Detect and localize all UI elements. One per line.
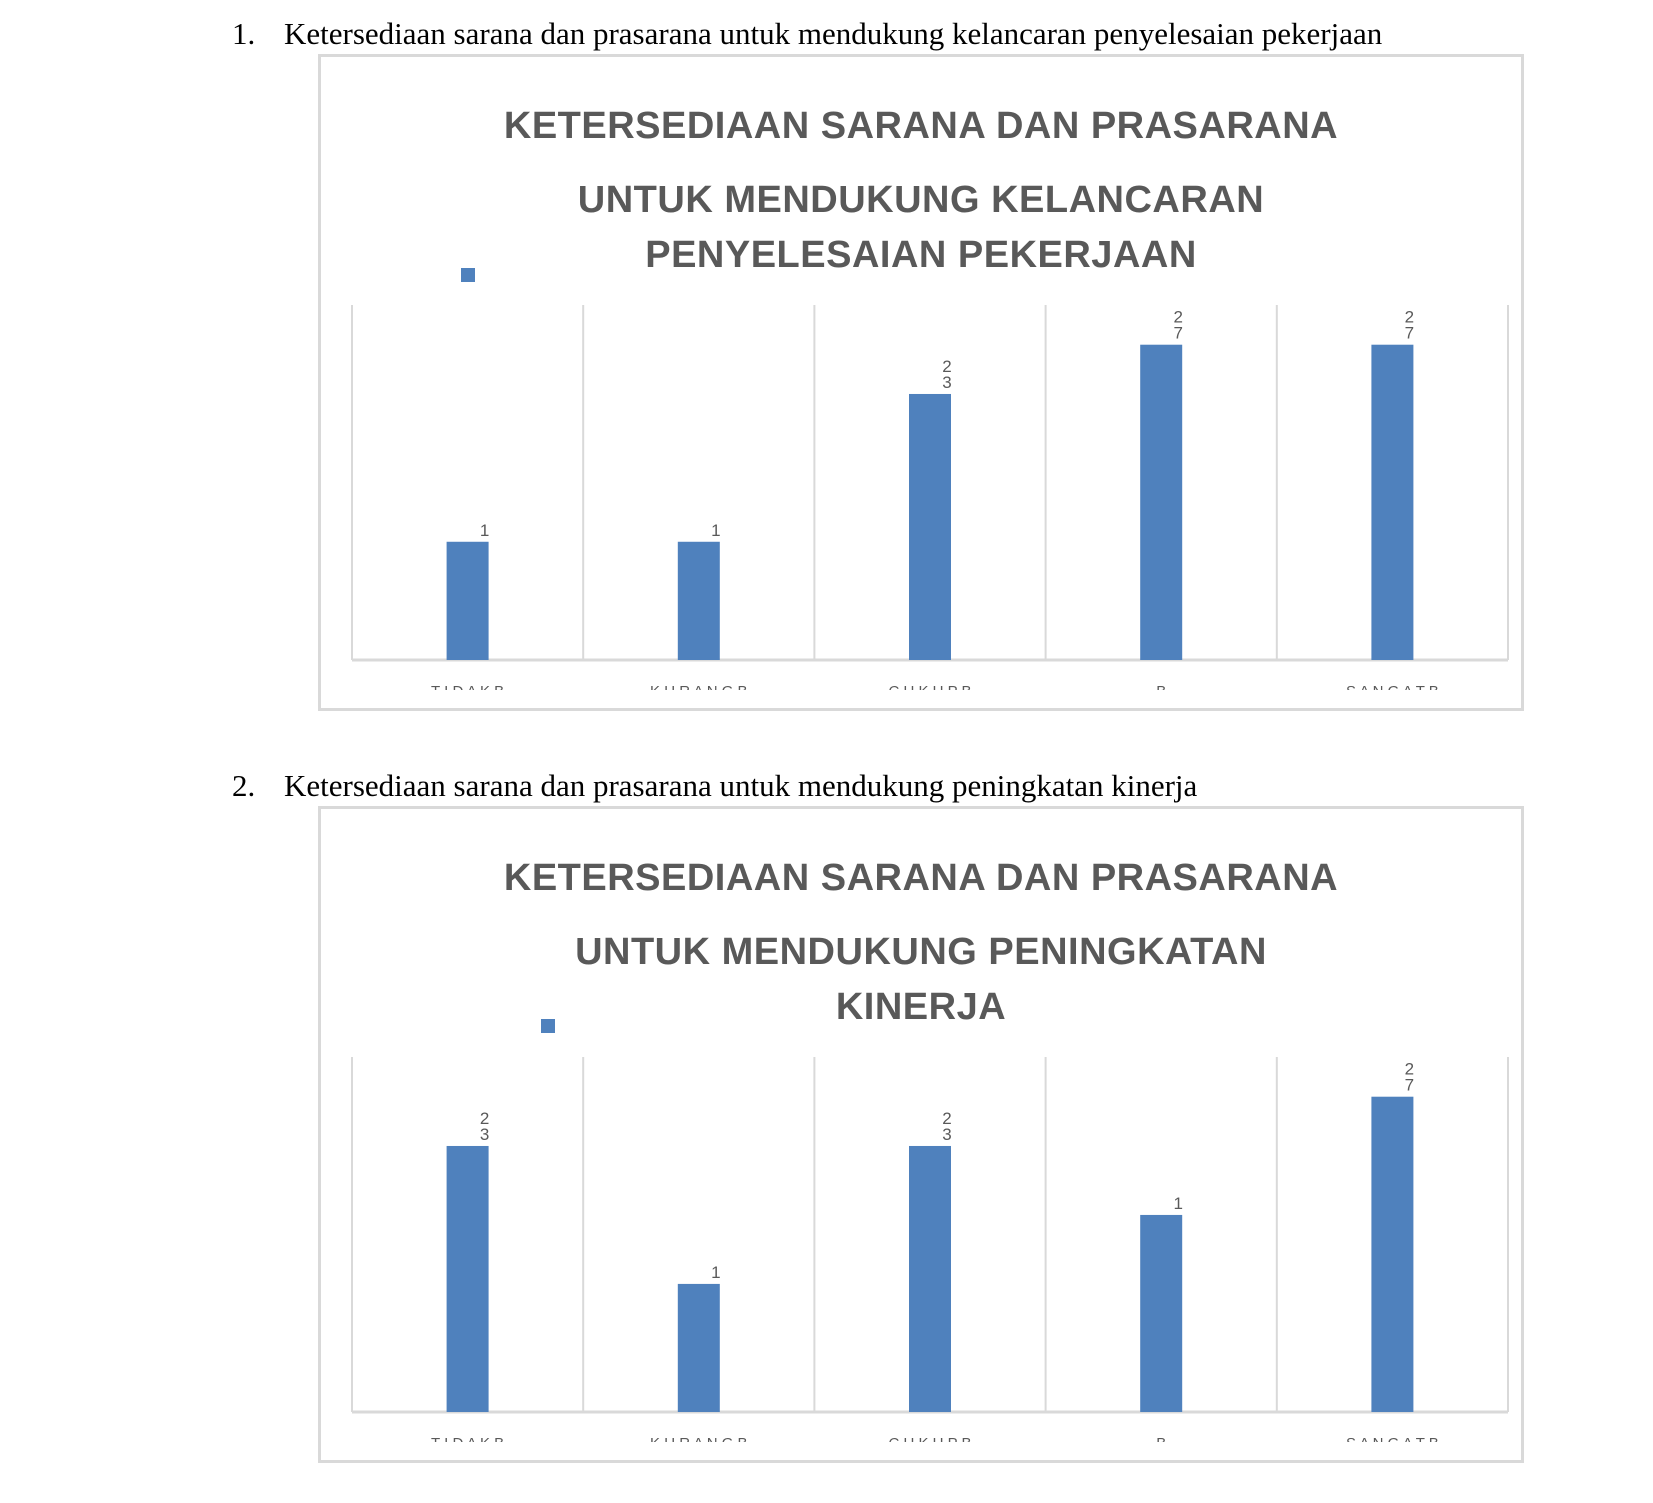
chart-title-line-2: UNTUK MENDUKUNG KELANCARAN: [577, 179, 1265, 221]
bar-plot: [321, 57, 1521, 708]
bar: [1371, 345, 1413, 660]
data-label: 1: [711, 1262, 721, 1282]
bar: [678, 1284, 720, 1412]
heading-2-number: 2.: [232, 768, 256, 803]
bar: [447, 542, 489, 660]
data-label: 1: [711, 520, 721, 540]
data-label: 1: [1173, 1193, 1183, 1213]
chart-title-line-3: KINERJA: [835, 986, 1007, 1028]
bar: [678, 542, 720, 660]
data-label: 2: [1404, 307, 1415, 327]
data-label: 2: [942, 356, 952, 376]
label-clip: [342, 690, 1518, 708]
data-label: 7: [1404, 323, 1415, 343]
heading-2-text: Ketersediaan sarana dan prasarana untuk mendukung peningkatan kinerja: [284, 768, 1198, 803]
data-label: 2: [1404, 1059, 1415, 1079]
bar: [1140, 345, 1182, 660]
chart-title-line-1: KETERSEDIAAN SARANA DAN PRASARANA: [503, 857, 1339, 899]
data-label: 2: [942, 1108, 952, 1128]
bar: [1371, 1097, 1413, 1412]
chart-title-line-3: PENYELESAIAN PEKERJAAN: [645, 234, 1197, 276]
chart-kelancaran: [318, 54, 1524, 711]
data-label: 7: [1404, 1075, 1415, 1095]
data-label: 1: [479, 520, 490, 540]
chart-kinerja: [318, 806, 1524, 1463]
heading-1-number: 1.: [232, 16, 256, 51]
heading-2: [232, 768, 1197, 804]
bar: [1140, 1215, 1182, 1412]
data-label: 3: [942, 372, 952, 392]
heading-1-text: Ketersediaan sarana dan prasarana untuk mendukung kelancaran penyelesaian pekerjaan: [284, 16, 1383, 51]
data-label: 7: [1173, 323, 1183, 343]
bar: [909, 1146, 951, 1412]
heading-1: [232, 16, 1382, 52]
bar-plot: [321, 809, 1521, 1460]
bar: [909, 394, 951, 660]
chart-title-line-2: UNTUK MENDUKUNG PENINGKATAN: [575, 931, 1267, 973]
data-label: 3: [479, 1124, 490, 1144]
label-clip: [342, 1442, 1518, 1460]
data-label: 3: [942, 1124, 952, 1144]
data-label: 2: [1173, 307, 1183, 327]
bar: [447, 1146, 489, 1412]
data-label: 2: [479, 1108, 490, 1128]
chart-title-line-1: KETERSEDIAAN SARANA DAN PRASARANA: [503, 105, 1339, 147]
